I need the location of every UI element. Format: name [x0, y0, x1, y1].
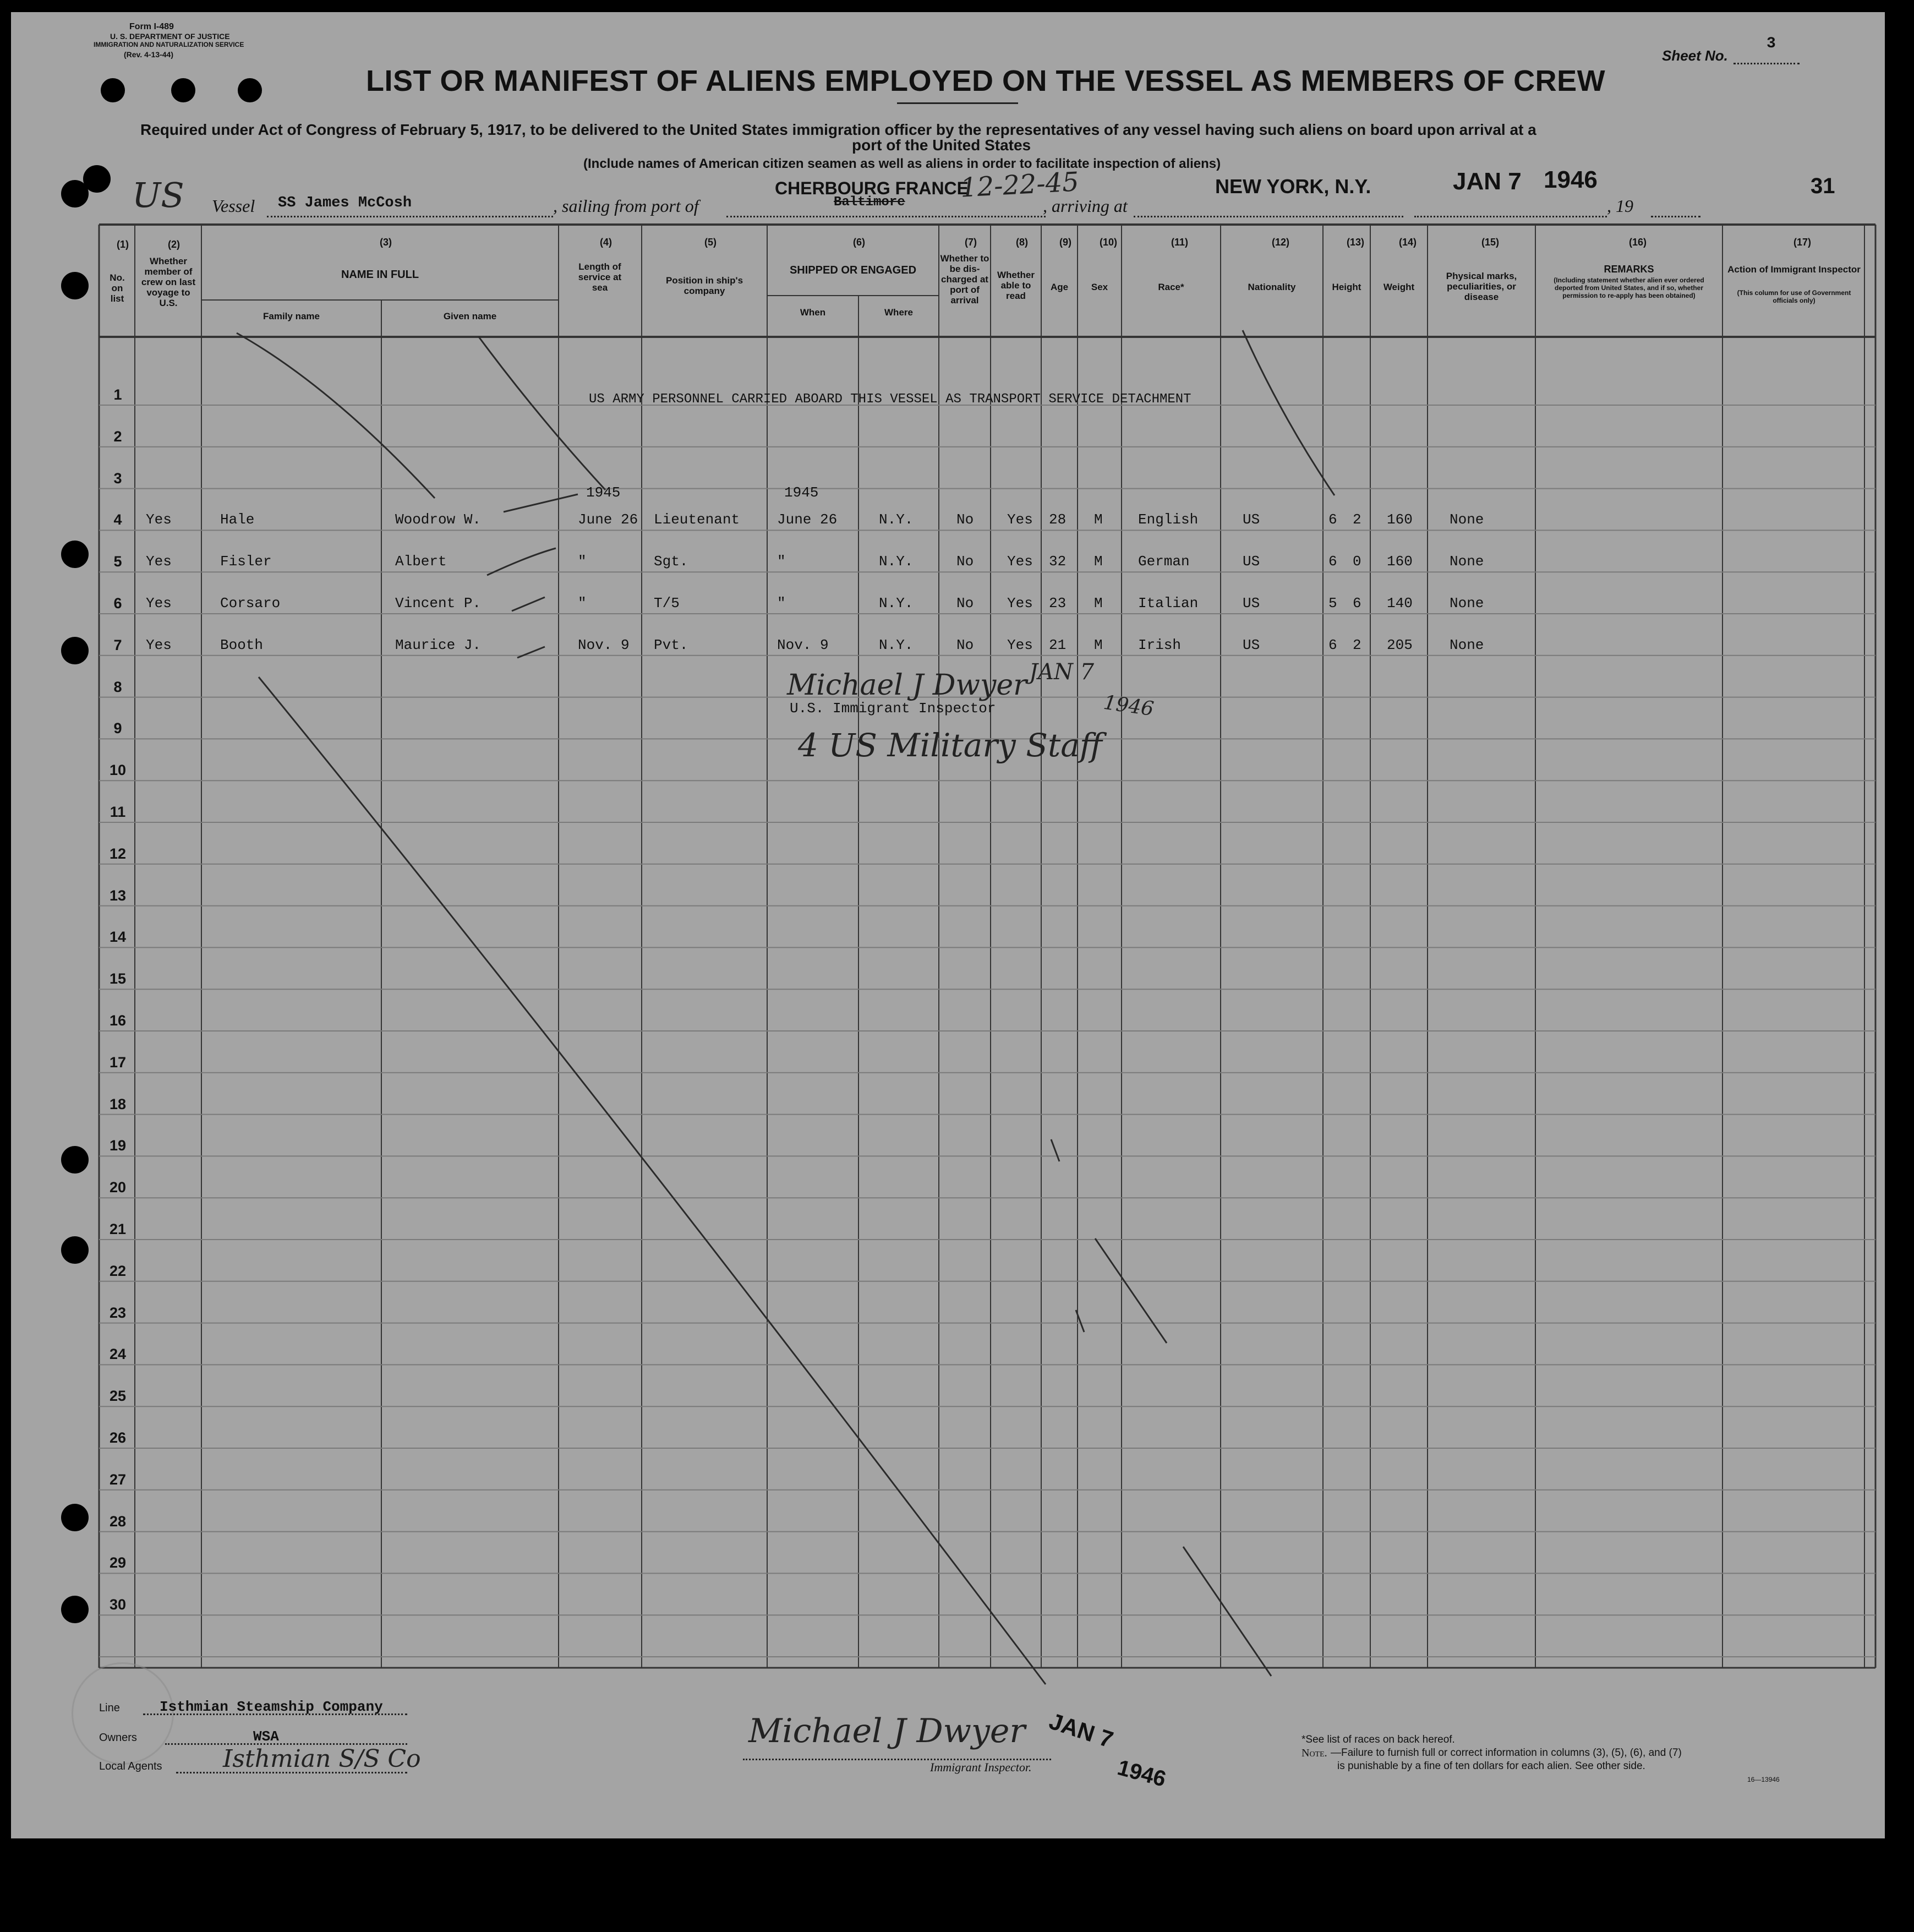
form-subtitle: Required under Act of Congress of February 5, 1917, to be delivered to the United States immigration officer by the representatives of any vessel having such aliens on board upon arrival at a: [140, 121, 1536, 138]
crew-prev: Yes: [146, 553, 172, 570]
crew-when: Nov. 9: [777, 636, 829, 653]
crew-family: Booth: [220, 636, 264, 653]
crew-weight: 205: [1387, 636, 1413, 653]
row-number: 5: [113, 553, 122, 570]
form-serial: 16—13946: [1747, 1776, 1780, 1783]
col-header-action-note: (This column for use of Government officials only): [1737, 289, 1851, 304]
crew-race: Irish: [1138, 636, 1182, 653]
crew-when: ": [777, 553, 786, 570]
crew-race: English: [1138, 511, 1199, 528]
engaged-year: 1945: [784, 484, 819, 501]
military-staff-note: 4 US Military Staff: [798, 727, 1102, 764]
row-number: 30: [109, 1596, 127, 1613]
crew-when: June 26: [777, 511, 838, 528]
crew-prev: Yes: [146, 511, 172, 528]
crew-marks: None: [1450, 553, 1484, 570]
arriving-label: , arriving at: [1043, 196, 1128, 216]
row-number: 9: [113, 720, 122, 737]
row-number: 22: [109, 1262, 127, 1279]
row-number: 18: [109, 1095, 127, 1112]
form-instruction: (Include names of American citizen seamen as well as aliens in order to facilitate inspection of aliens): [583, 156, 1221, 171]
crew-service: ": [578, 553, 587, 570]
row-number: 2: [113, 428, 122, 445]
port-typed-struck: Baltimore: [834, 195, 905, 210]
crew-family: Corsaro: [220, 595, 281, 612]
crew-discharged: No: [956, 511, 974, 528]
sail-date: 12-22-45: [959, 166, 1080, 204]
crew-marks: None: [1450, 636, 1484, 653]
crew-where: N.Y.: [879, 553, 914, 570]
vessel-label: Vessel: [212, 196, 255, 216]
crew-read: Yes: [1007, 553, 1033, 570]
col-header-family: Family name: [263, 311, 320, 321]
year-prefix: , 19: [1607, 196, 1633, 216]
crew-weight: 160: [1387, 511, 1413, 528]
crew-sex: M: [1094, 636, 1103, 653]
race-note: *See list of races on back hereof.: [1301, 1734, 1455, 1745]
crew-discharged: No: [956, 636, 974, 653]
crew-family: Fisler: [220, 553, 272, 570]
row-number: 17: [109, 1054, 127, 1071]
crew-discharged: No: [956, 553, 974, 570]
col-header-no: No. on list: [110, 272, 125, 304]
agents-label: Local Agents: [99, 1760, 162, 1772]
form-subtitle-2: port of the United States: [852, 137, 1031, 154]
crew-when: ": [777, 595, 786, 612]
col-header-race: Race*: [1158, 282, 1184, 292]
crew-given: Vincent P.: [395, 595, 482, 612]
crew-age: 23: [1049, 595, 1067, 612]
row-number: 15: [109, 970, 127, 987]
crew-marks: None: [1450, 595, 1484, 612]
owners-label: Owners: [99, 1732, 137, 1744]
col-header-remarks: REMARKS: [1604, 264, 1654, 275]
col-header-nationality: Nationality: [1248, 282, 1296, 292]
crew-race: Italian: [1138, 595, 1199, 612]
col-header-height: Height: [1332, 282, 1361, 292]
crew-age: 28: [1049, 511, 1067, 528]
col-header-shipped: SHIPPED OR ENGAGED: [789, 264, 917, 276]
crew-nationality: US: [1243, 511, 1260, 528]
crew-read: Yes: [1007, 511, 1033, 528]
row-number: 12: [109, 845, 127, 862]
penalty-text: —Failure to furnish full or correct information in columns (3), (5), (6), and (7): [1331, 1747, 1682, 1759]
row-number: 29: [109, 1554, 127, 1571]
crew-position: Pvt.: [654, 636, 688, 653]
crew-ht-in: 0: [1353, 553, 1361, 570]
crew-sex: M: [1094, 511, 1103, 528]
crew-where: N.Y.: [879, 511, 914, 528]
crew-where: N.Y.: [879, 595, 914, 612]
col-header-weight: Weight: [1383, 282, 1415, 292]
row-number: 13: [109, 887, 127, 904]
row-number: 3: [113, 470, 122, 487]
col-header-when: When: [800, 307, 826, 318]
row-number: 10: [109, 762, 127, 779]
col-header-remarks-note: (Including statement whether alien ever ordered deported from United States, and if so, whether permission to re-apply has been obtained): [1554, 276, 1704, 299]
penalty-label: Note.: [1301, 1747, 1327, 1759]
footer-sig-title: Immigrant Inspector.: [930, 1760, 1032, 1774]
crew-ht-in: 2: [1353, 636, 1361, 653]
crew-ht-in: 2: [1353, 511, 1361, 528]
row-number: 19: [109, 1137, 127, 1154]
row-number: 8: [113, 678, 122, 695]
line-label: Line: [99, 1702, 120, 1714]
inspector-year: 1946: [1102, 691, 1156, 721]
crew-read: Yes: [1007, 636, 1033, 653]
row-number: 25: [109, 1388, 127, 1405]
crew-discharged: No: [956, 595, 974, 612]
crew-read: Yes: [1007, 595, 1033, 612]
col-header-age: Age: [1050, 282, 1069, 292]
col-header-read: Whether able to read: [997, 270, 1035, 301]
page-stamp: 31: [1811, 174, 1835, 198]
col-header-name: NAME IN FULL: [341, 269, 419, 281]
detachment-note: US ARMY PERSONNEL CARRIED ABOARD THIS VESSEL AS TRANSPORT SERVICE DETACHMENT: [589, 392, 1191, 407]
crew-sex: M: [1094, 553, 1103, 570]
row-number: 24: [109, 1346, 127, 1363]
vessel-name: SS James McCosh: [278, 195, 412, 211]
crew-marks: None: [1450, 511, 1484, 528]
arrival-year: 1946: [1544, 166, 1598, 193]
crew-prev: Yes: [146, 595, 172, 612]
crew-ht-ft: 6: [1328, 511, 1337, 528]
crew-family: Hale: [220, 511, 255, 528]
crew-service: Nov. 9: [578, 636, 630, 653]
form-title: LIST OR MANIFEST OF ALIENS EMPLOYED ON THE VESSEL AS MEMBERS OF CREW: [366, 64, 1606, 97]
row-number: 11: [110, 804, 126, 820]
crew-position: T/5: [654, 595, 680, 612]
sheet-number: 3: [1767, 35, 1776, 52]
row-number: 28: [109, 1513, 127, 1530]
col-header-service: Length of service at sea: [578, 261, 622, 293]
crew-ht-ft: 6: [1328, 553, 1337, 570]
row-number: 4: [113, 511, 122, 528]
us-mark: US: [132, 175, 184, 215]
crew-age: 21: [1049, 636, 1067, 653]
line-value: Isthmian Steamship Company: [160, 1699, 383, 1715]
footer-stamp-year: 1946: [1114, 1755, 1169, 1792]
crew-nationality: US: [1243, 553, 1260, 570]
crew-weight: 160: [1387, 553, 1413, 570]
owners-value: WSA: [253, 1728, 279, 1745]
col-header-crew-prev: Whether member of crew on last voyage to U.S.: [141, 256, 196, 308]
row-number: 7: [113, 636, 122, 653]
col-header-discharged: Whether to be dis-charged at port of arrival: [940, 253, 989, 305]
crew-weight: 140: [1387, 595, 1413, 612]
form-department: U. S. DEPARTMENT OF JUSTICE: [110, 32, 230, 41]
col-header-where: Where: [884, 307, 913, 318]
crew-given: Albert: [395, 553, 447, 570]
service-year: 1945: [586, 484, 621, 501]
crew-position: Sgt.: [654, 553, 688, 570]
footer-stamp-date: JAN 7: [1046, 1707, 1117, 1753]
crew-nationality: US: [1243, 595, 1260, 612]
row-number: 16: [109, 1012, 127, 1029]
crew-where: N.Y.: [879, 636, 914, 653]
row-number: 21: [109, 1221, 127, 1237]
crew-ht-in: 6: [1353, 595, 1361, 612]
sheet-label: Sheet No.: [1662, 47, 1728, 64]
crew-position: Lieutenant: [654, 511, 740, 528]
arrival-port: NEW YORK, N.Y.: [1215, 175, 1371, 198]
form-revision: (Rev. 4-13-44): [124, 50, 174, 59]
inspector-title: U.S. Immigrant Inspector: [790, 700, 996, 717]
crew-prev: Yes: [146, 636, 172, 653]
crew-ht-ft: 6: [1328, 636, 1337, 653]
inspector-date: JAN 7: [1029, 659, 1095, 685]
col-header-action: Action of Immigrant Inspector: [1727, 264, 1861, 275]
col-header-position: Position in ship's company: [665, 275, 743, 296]
crew-service: ": [578, 595, 587, 612]
crew-given: Maurice J.: [395, 636, 482, 653]
crew-race: German: [1138, 553, 1190, 570]
crew-sex: M: [1094, 595, 1103, 612]
form-service: IMMIGRATION AND NATURALIZATION SERVICE: [94, 41, 244, 48]
form-id: Form I-489: [129, 22, 174, 31]
crew-nationality: US: [1243, 636, 1260, 653]
row-number: 23: [109, 1304, 127, 1321]
row-number: 14: [109, 929, 127, 946]
sailing-label: , sailing from port of: [553, 196, 699, 216]
crew-age: 32: [1049, 553, 1067, 570]
row-number: 6: [113, 595, 122, 612]
crew-ht-ft: 5: [1328, 595, 1337, 612]
crew-given: Woodrow W.: [395, 511, 482, 528]
col-header-sex: Sex: [1091, 282, 1108, 292]
port-stamp: CHERBOURG FRANCE: [775, 178, 969, 198]
arrival-date: JAN 7: [1453, 168, 1522, 195]
agents-value: Isthmian S/S Co: [223, 1745, 421, 1773]
inspector-signature: Michael J Dwyer: [787, 669, 1027, 702]
row-number: 1: [113, 386, 122, 403]
col-header-marks: Physical marks, peculiarities, or disease: [1446, 271, 1517, 302]
row-number: 26: [109, 1429, 127, 1446]
penalty-text-2: is punishable by a fine of ten dollars for each alien. See other side.: [1337, 1760, 1645, 1772]
col-header-given: Given name: [443, 311, 497, 321]
row-number: 27: [109, 1471, 127, 1488]
crew-service: June 26: [578, 511, 638, 528]
row-number: 20: [109, 1179, 127, 1196]
footer-signature: Michael J Dwyer: [748, 1712, 1026, 1750]
